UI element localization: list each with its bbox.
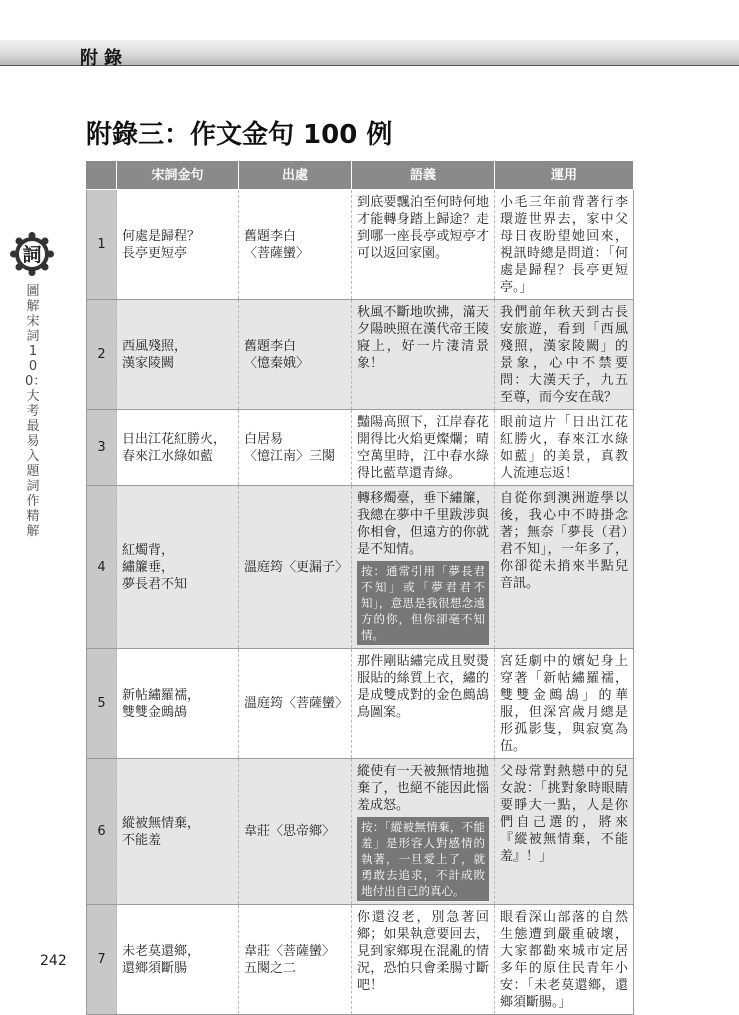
quotes-table bbox=[86, 160, 634, 1015]
meaning-text: 豔陽高照下，江岸春花開得比火焰更燦爛；晴空萬里時，江中春水綠得比藍草還青綠。 bbox=[357, 415, 489, 481]
table-row bbox=[87, 190, 634, 300]
quote-line: 雙雙金鷓鴣 bbox=[122, 704, 188, 720]
usage-cell bbox=[495, 649, 634, 759]
section-label: 附錄 bbox=[80, 48, 128, 69]
usage-cell bbox=[495, 190, 634, 300]
quote-line: 紅燭背， bbox=[122, 542, 175, 558]
quote-line: 何處是歸程？ bbox=[122, 228, 201, 244]
usage-text: 我們前年秋天到古長安旅遊，看到「西風殘照，漢家陵闕」的景象，心中不禁要問：大漢天子，九五至尊，而今安在哉？ bbox=[500, 305, 628, 405]
quote-cell bbox=[117, 410, 239, 486]
table-row bbox=[87, 905, 634, 1015]
meaning-text: 到底要飄泊至何時何地才能轉身踏上歸途？走到哪一座長亭或短亭才可以返回家園。 bbox=[357, 195, 489, 261]
row-number: 7 bbox=[87, 905, 117, 1015]
emblem-char: 詞 bbox=[22, 244, 42, 266]
quote-line: 不能羞 bbox=[122, 832, 162, 848]
quote-line: 日出江花紅勝火， bbox=[122, 431, 227, 447]
quote-line: 西風殘照， bbox=[122, 338, 188, 354]
meaning-cell bbox=[352, 905, 495, 1015]
row-number: 3 bbox=[87, 410, 117, 486]
usage-cell bbox=[495, 410, 634, 486]
quote-line: 夢長君不知 bbox=[122, 576, 188, 592]
quote-line: 漢家陵闕 bbox=[122, 355, 175, 371]
source-cell bbox=[239, 486, 352, 649]
row-number: 5 bbox=[87, 649, 117, 759]
meaning-cell bbox=[352, 759, 495, 905]
usage-text: 自從你到澳洲遊學以後，我心中不時掛念著；無奈「夢長（君）君不知」，一年多了，你卻從未捎來半點兒音訊。 bbox=[500, 491, 628, 591]
meaning-cell bbox=[352, 300, 495, 410]
quote-cell bbox=[117, 300, 239, 410]
source-line: 韋莊〈菩薩蠻〉 bbox=[244, 943, 336, 959]
note-box: 按：通常引用「夢長君不知」或「夢君君不知」，意思是我很想念遠方的你，但你卻毫不知情。 bbox=[357, 561, 489, 645]
quote-line: 春來江水綠如藍 bbox=[122, 448, 214, 464]
source-cell bbox=[239, 410, 352, 486]
header-num bbox=[87, 161, 117, 190]
quote-line: 未老莫還鄉， bbox=[122, 943, 201, 959]
table-row bbox=[87, 486, 634, 649]
usage-cell bbox=[495, 486, 634, 649]
source-cell bbox=[239, 190, 352, 300]
page-number: 242 bbox=[40, 953, 67, 969]
row-number: 4 bbox=[87, 486, 117, 649]
quote-line: 長亭更短亭 bbox=[122, 245, 188, 261]
source-cell bbox=[239, 649, 352, 759]
source-cell bbox=[239, 300, 352, 410]
quote-cell bbox=[117, 905, 239, 1015]
note-box: 按：「縱被無情棄，不能羞」是形容人對感情的執著，一旦愛上了，就勇敢去追求，不計成敗地付出自己的真心。 bbox=[357, 817, 489, 901]
header-usage: 運用 bbox=[495, 161, 634, 190]
meaning-text: 你還沒老，別急著回鄉；如果執意要回去，見到家鄉現在混亂的情況，恐怕只會柔腸寸斷吧！ bbox=[357, 910, 489, 993]
usage-text: 小毛三年前背著行李環遊世界去，家中父母日夜盼望她回來，視訊時總是問道：「何處是歸程？長亭更短亭。」 bbox=[500, 195, 628, 295]
source-line: 〈憶江南〉三闋 bbox=[244, 448, 336, 464]
source-cell bbox=[239, 759, 352, 905]
source-line: 〈憶秦娥〉 bbox=[244, 355, 310, 371]
usage-cell bbox=[495, 905, 634, 1015]
usage-text: 父母常對熱戀中的兒女說：「挑對象時眼睛要睜大一點，人是你們自己選的，將來『縱被無情棄，不能羞』！」 bbox=[500, 764, 628, 864]
quote-cell bbox=[117, 759, 239, 905]
usage-text: 宮廷劇中的嬪妃身上穿著「新帖繡羅襦，雙雙金鷓鴣」的華服，但深宮歲月總是形孤影隻，與寂寞為伍。 bbox=[500, 654, 628, 754]
meaning-cell bbox=[352, 410, 495, 486]
meaning-cell bbox=[352, 649, 495, 759]
usage-cell bbox=[495, 300, 634, 410]
source-line: 溫庭筠〈更漏子〉 bbox=[244, 559, 349, 575]
source-line: 舊題李白 bbox=[244, 228, 297, 244]
quote-cell bbox=[117, 649, 239, 759]
row-number: 2 bbox=[87, 300, 117, 410]
meaning-text: 那件剛貼繡完成且熨燙服貼的絲質上衣，繡的是成雙成對的金色鷓鴣鳥圖案。 bbox=[357, 654, 489, 720]
quote-cell bbox=[117, 190, 239, 300]
quote-line: 新帖繡羅襦， bbox=[122, 687, 201, 703]
usage-text: 眼前這片「日出江花紅勝火，春來江水綠如藍」的美景，真教人流連忘返！ bbox=[500, 415, 628, 481]
usage-text: 眼看深山部落的自然生態遭到嚴重破壞，大家都勸來城市定居多年的原住民青年小安：「未老莫還鄉，還鄉須斷腸。」 bbox=[500, 910, 628, 1010]
source-line: 舊題李白 bbox=[244, 338, 297, 354]
usage-cell bbox=[495, 759, 634, 905]
meaning-text: 縱使有一天被無情地拋棄了，也絕不能因此惱羞成怒。 bbox=[357, 764, 489, 813]
book-title-vertical: 圖解宋詞100：大考最易入題詞作精解 bbox=[25, 284, 47, 539]
meaning-text: 轉移燭臺，垂下繡簾，我總在夢中千里跋涉與你相會，但遠方的你就是不知情。 bbox=[357, 491, 489, 557]
table-row bbox=[87, 649, 634, 759]
row-number: 6 bbox=[87, 759, 117, 905]
header-meaning: 語義 bbox=[352, 161, 495, 190]
quote-cell bbox=[117, 486, 239, 649]
table-header-row bbox=[87, 161, 634, 190]
table-row bbox=[87, 759, 634, 905]
source-cell bbox=[239, 905, 352, 1015]
meaning-cell bbox=[352, 486, 495, 649]
table-row bbox=[87, 300, 634, 410]
table-row bbox=[87, 410, 634, 486]
source-line: 韋莊〈思帝鄉〉 bbox=[244, 824, 336, 839]
quote-line: 還鄉須斷腸 bbox=[122, 960, 188, 976]
quote-line: 縱被無情棄， bbox=[122, 815, 201, 831]
source-line: 五闋之二 bbox=[244, 960, 297, 976]
meaning-text: 秋風不斷地吹拂，滿天夕陽映照在漢代帝王陵寢上，好一片淒清景象！ bbox=[357, 305, 489, 371]
source-line: 〈菩薩蠻〉 bbox=[244, 245, 310, 261]
row-number: 1 bbox=[87, 190, 117, 300]
page-title: 附錄三：作文金句 100 例 bbox=[86, 120, 393, 150]
source-line: 白居易 bbox=[244, 431, 284, 447]
meaning-cell bbox=[352, 190, 495, 300]
book-emblem bbox=[10, 232, 54, 276]
header-quote: 宋詞金句 bbox=[117, 161, 239, 190]
source-line: 溫庭筠〈菩薩蠻〉 bbox=[244, 696, 349, 711]
quote-line: 繡簾垂， bbox=[122, 559, 175, 575]
header-source: 出處 bbox=[239, 161, 352, 190]
